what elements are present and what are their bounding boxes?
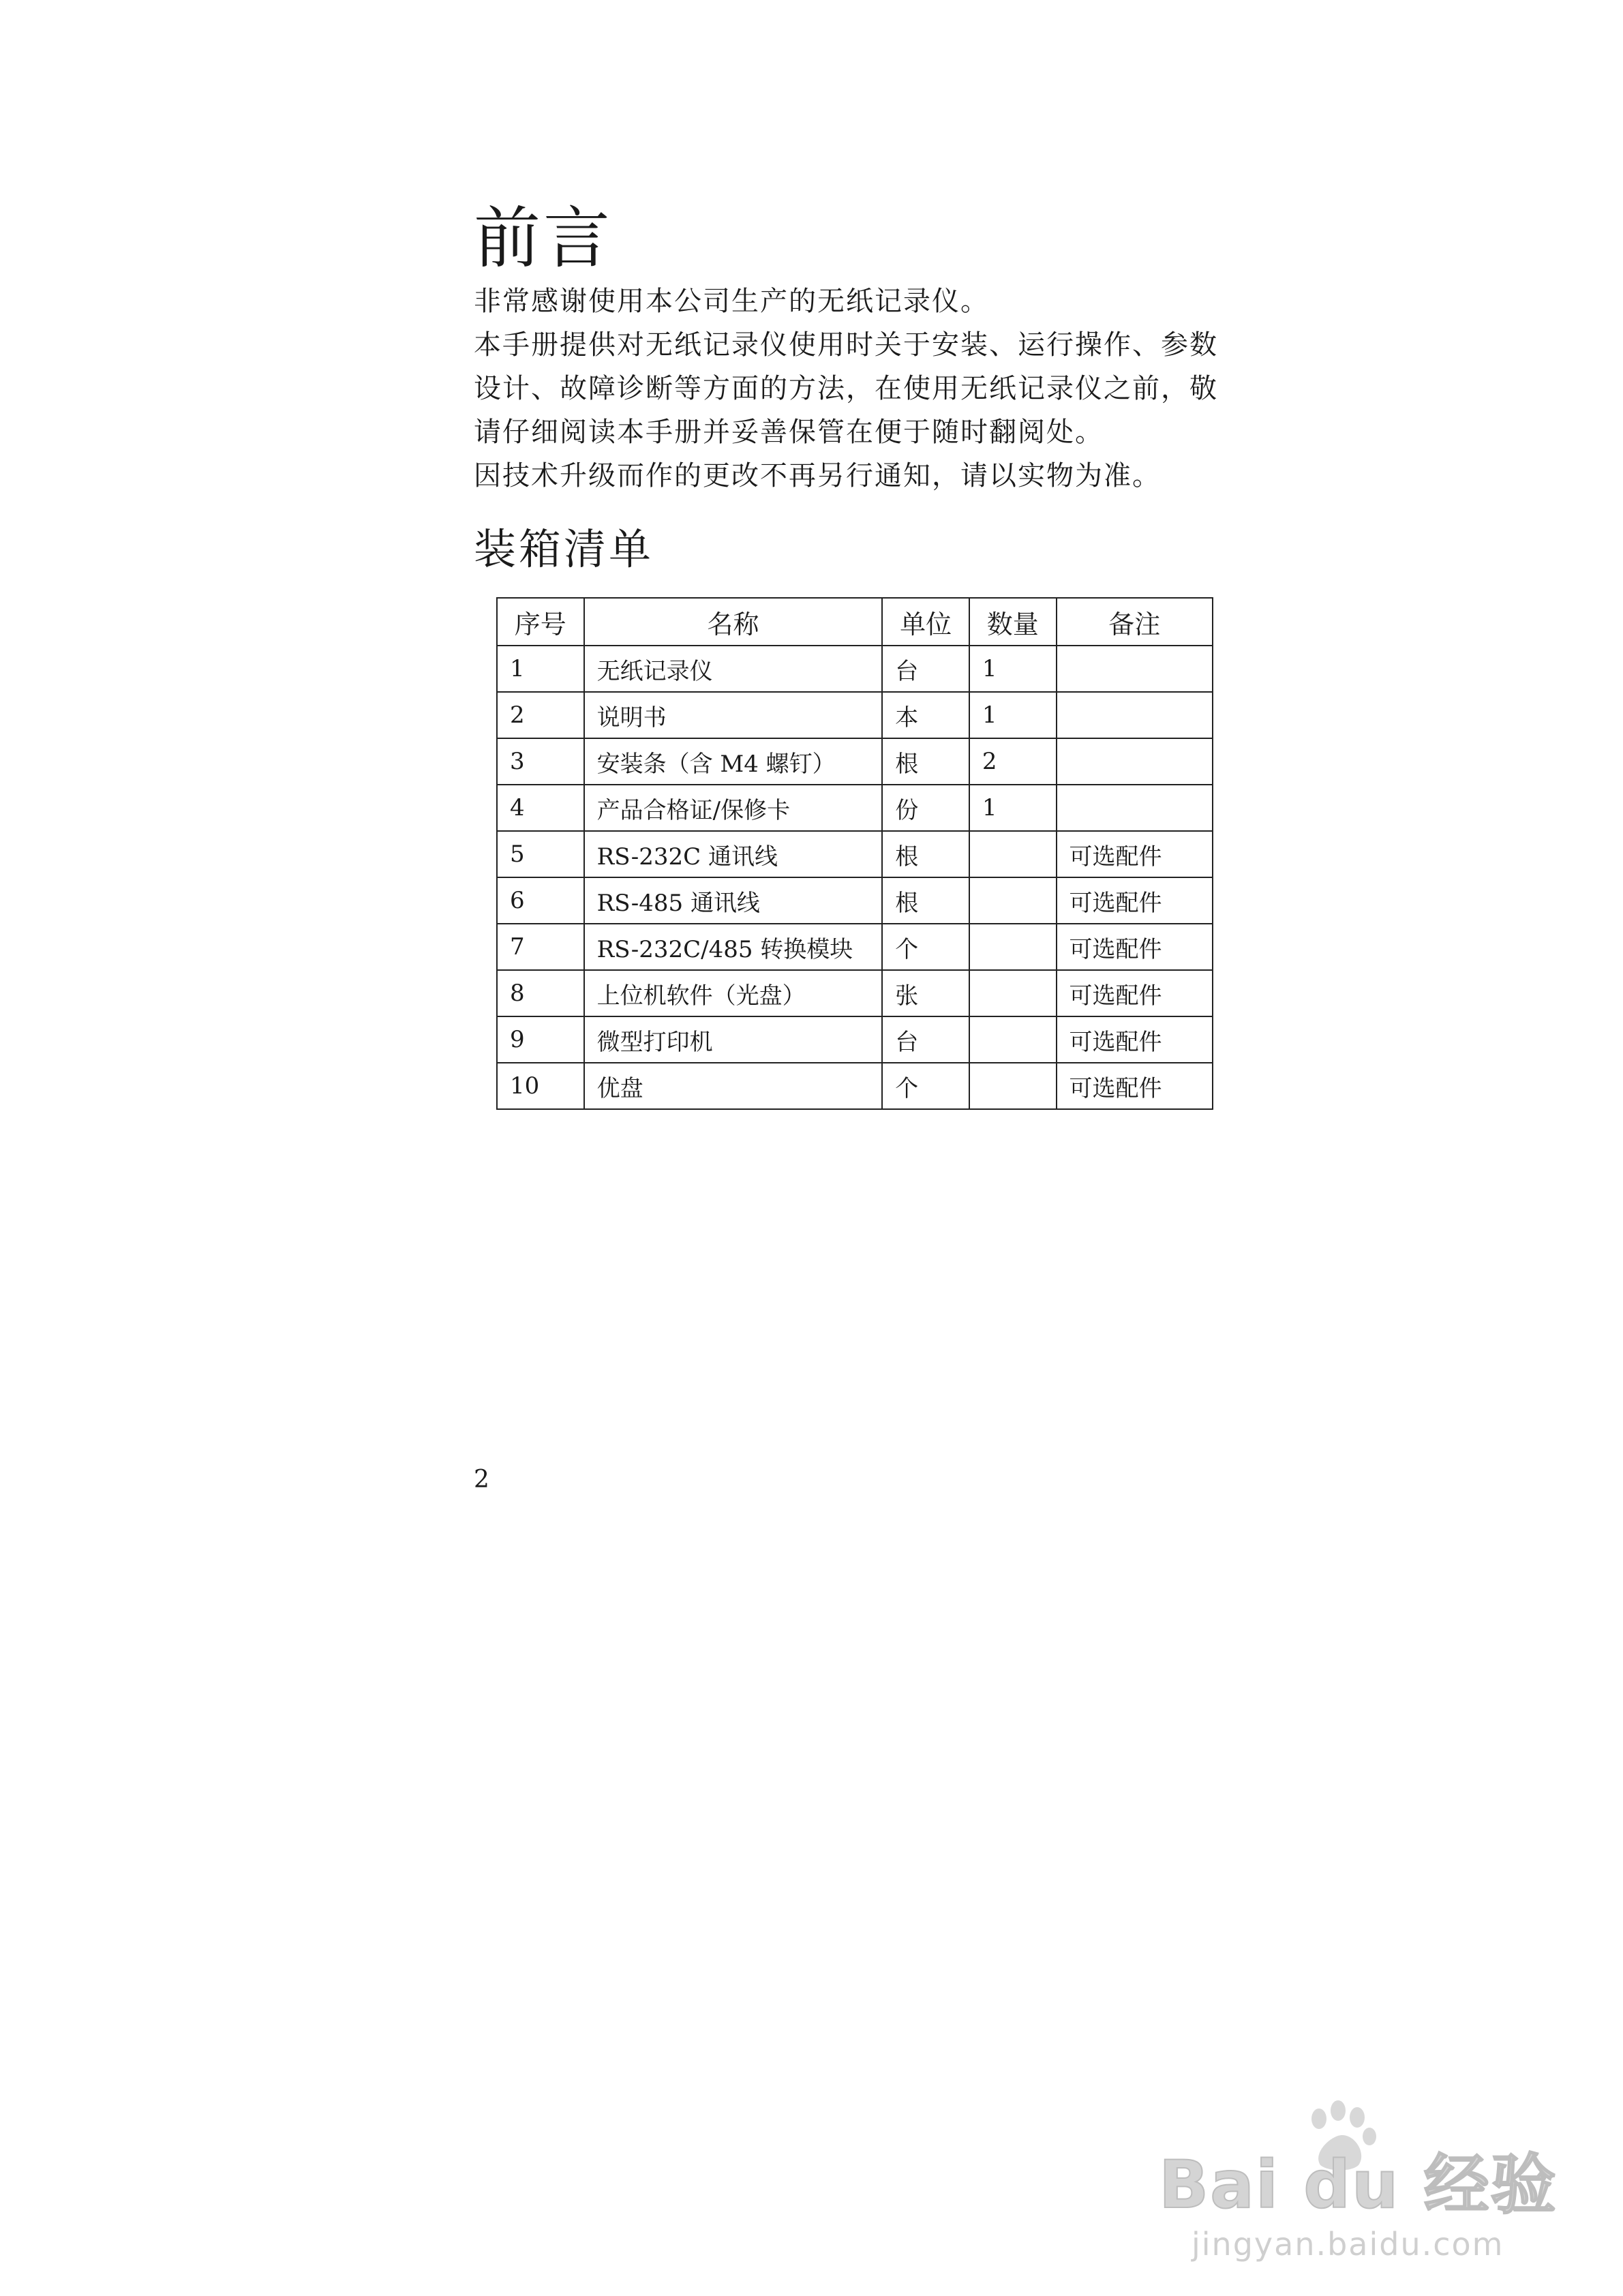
cell-quantity	[969, 1063, 1057, 1109]
packing-list-title: 装箱清单	[474, 524, 654, 574]
cell-name: 上位机软件（光盘）	[584, 970, 883, 1016]
preface-paragraph-5: 因技术升级而作的更改不再另行通知，请以实物为准。	[474, 460, 1161, 492]
cell-index: 2	[497, 692, 584, 738]
cell-quantity	[969, 1016, 1057, 1063]
cell-name: 优盘	[584, 1063, 883, 1109]
cell-note: 可选配件	[1057, 970, 1213, 1016]
cell-name: RS-232C/485 转换模块	[584, 924, 883, 970]
cell-name: 说明书	[584, 692, 883, 738]
table-row	[497, 646, 1213, 692]
preface-title: 前言	[474, 200, 613, 277]
cell-index: 1	[497, 646, 584, 692]
preface-paragraph-1: 非常感谢使用本公司生产的无纸记录仪。	[474, 286, 989, 317]
baidu-jingyan-watermark	[1159, 2100, 1558, 2263]
cell-index: 8	[497, 970, 584, 1016]
table-row	[497, 831, 1213, 877]
cell-name: 产品合格证/保修卡	[584, 785, 883, 831]
watermark-url: jingyan.baidu.com	[1192, 2226, 1504, 2263]
cell-unit: 根	[882, 831, 969, 877]
cell-index: 9	[497, 1016, 584, 1063]
page-number: 2	[474, 1466, 489, 1494]
cell-quantity: 1	[969, 785, 1057, 831]
cell-note	[1057, 646, 1213, 692]
cell-unit: 张	[882, 970, 969, 1016]
preface-paragraph-4: 请仔细阅读本手册并妥善保管在便于随时翻阅处。	[474, 417, 1104, 448]
cell-note	[1057, 692, 1213, 738]
cell-quantity	[969, 877, 1057, 924]
cell-note: 可选配件	[1057, 1063, 1213, 1109]
cell-unit: 台	[882, 1016, 969, 1063]
preface-paragraph-2: 本手册提供对无纸记录仪使用时关于安装、运行操作、参数	[474, 329, 1218, 361]
cell-note: 可选配件	[1057, 924, 1213, 970]
cell-quantity	[969, 924, 1057, 970]
cell-index: 7	[497, 924, 584, 970]
cell-unit: 台	[882, 646, 969, 692]
header-name: 名称	[584, 598, 883, 646]
cell-index: 10	[497, 1063, 584, 1109]
table-row	[497, 1016, 1213, 1063]
cell-unit: 份	[882, 785, 969, 831]
cell-index: 5	[497, 831, 584, 877]
cell-index: 3	[497, 738, 584, 785]
cell-quantity	[969, 831, 1057, 877]
header-note: 备注	[1057, 598, 1213, 646]
table-row	[497, 877, 1213, 924]
cell-unit: 本	[882, 692, 969, 738]
cell-quantity	[969, 970, 1057, 1016]
header-unit: 单位	[882, 598, 969, 646]
table-row	[497, 785, 1213, 831]
header-index: 序号	[497, 598, 584, 646]
table-row	[497, 692, 1213, 738]
cell-unit: 个	[882, 1063, 969, 1109]
table-row	[497, 738, 1213, 785]
table-row	[497, 970, 1213, 1016]
cell-note: 可选配件	[1057, 1016, 1213, 1063]
cell-quantity: 1	[969, 646, 1057, 692]
table-header-row	[497, 598, 1213, 646]
preface-section	[474, 198, 1237, 577]
cell-unit: 根	[882, 738, 969, 785]
cell-unit: 个	[882, 924, 969, 970]
packing-list-table	[496, 597, 1213, 1110]
table-row	[497, 1063, 1213, 1109]
cell-name: 安装条（含 M4 螺钉）	[584, 738, 883, 785]
cell-name: RS-485 通讯线	[584, 877, 883, 924]
cell-note: 可选配件	[1057, 877, 1213, 924]
cell-note	[1057, 785, 1213, 831]
cell-quantity: 1	[969, 692, 1057, 738]
preface-paragraph-3: 设计、故障诊断等方面的方法，在使用无纸记录仪之前，敬	[474, 373, 1218, 404]
table-row	[497, 924, 1213, 970]
cell-name: 无纸记录仪	[584, 646, 883, 692]
cell-name: RS-232C 通讯线	[584, 831, 883, 877]
cell-unit: 根	[882, 877, 969, 924]
cell-name: 微型打印机	[584, 1016, 883, 1063]
header-quantity: 数量	[969, 598, 1057, 646]
cell-quantity: 2	[969, 738, 1057, 785]
cell-index: 4	[497, 785, 584, 831]
cell-note	[1057, 738, 1213, 785]
cell-index: 6	[497, 877, 584, 924]
watermark-brand: Bai du 经验	[1159, 2147, 1558, 2223]
cell-note: 可选配件	[1057, 831, 1213, 877]
